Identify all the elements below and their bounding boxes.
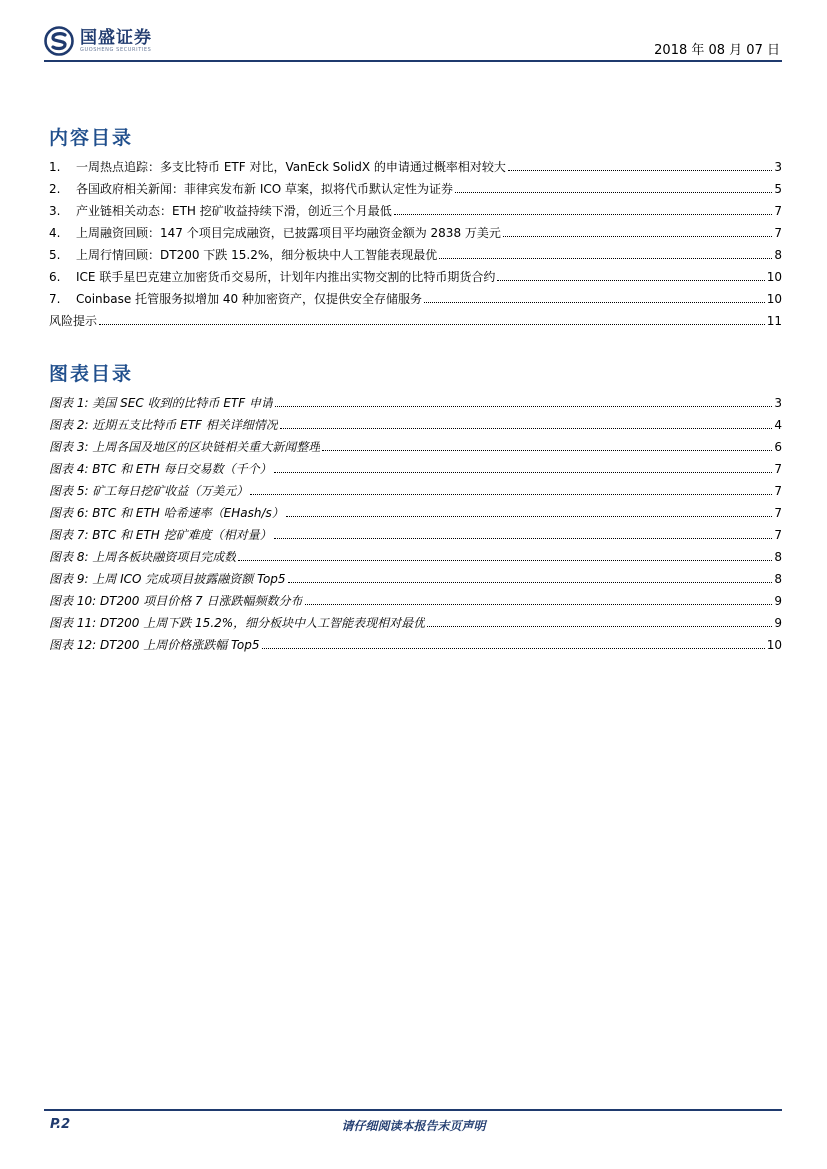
company-name: 国盛证券 — [80, 27, 152, 48]
contents-toc-entry[interactable] — [49, 284, 782, 306]
toc-dot-leader — [439, 258, 772, 259]
toc-entry-label: 一周热点追踪：多支比特币 ETF 对比，VanEck SolidX 的申请通过概率相对较大 — [76, 160, 506, 174]
toc-entry-page: 7 — [774, 484, 782, 498]
toc-entry-label: 图表 7: BTC 和 ETH 挖矿难度（相对量） — [49, 528, 272, 542]
figure-toc-entry[interactable] — [49, 388, 782, 410]
toc-entry-page: 7 — [774, 462, 782, 476]
toc-entry-page: 6 — [774, 440, 782, 454]
toc-dot-leader — [274, 472, 773, 473]
toc-entry-page: 8 — [774, 248, 782, 262]
toc-entry-number: 4. — [49, 226, 61, 240]
contents-toc-entry[interactable] — [49, 152, 782, 174]
contents-toc-entry[interactable] — [49, 240, 782, 262]
toc-entry-page: 9 — [774, 616, 782, 630]
figure-toc-entry[interactable] — [49, 542, 782, 564]
toc-entry-label: 风险提示 — [49, 314, 98, 328]
figure-toc-entry[interactable] — [49, 564, 782, 586]
toc-entry-number: 7. — [49, 292, 61, 306]
figure-toc-entry[interactable] — [49, 498, 782, 520]
toc-entry-label: 图表 8: 上周各板块融资项目完成数 — [49, 550, 237, 564]
logo-icon — [44, 26, 74, 56]
toc-entry-label: 图表 11: DT200 上周下跌 15.2%，细分板块中人工智能表现相对最优 — [49, 616, 426, 630]
toc-entry-label: 图表 4: BTC 和 ETH 每日交易数（千个） — [49, 462, 272, 476]
footer-divider — [44, 1109, 782, 1111]
figures-list — [49, 388, 782, 652]
toc-entry-label: 产业链相关动态：ETH 挖矿收益持续下滑，创近三个月最低 — [76, 204, 392, 218]
contents-toc-entry[interactable] — [49, 262, 782, 284]
toc-entry-label: 图表 3: 上周各国及地区的区块链相关重大新闻整理 — [49, 440, 321, 454]
contents-toc-entry[interactable] — [49, 306, 782, 328]
contents-list — [49, 152, 782, 328]
figure-toc-entry[interactable] — [49, 520, 782, 542]
toc-dot-leader — [455, 192, 772, 193]
toc-entry-label: 上周行情回顾：DT200 下跌 15.2%，细分板块中人工智能表现最优 — [76, 248, 438, 262]
figure-toc-entry[interactable] — [49, 608, 782, 630]
toc-dot-leader — [427, 626, 772, 627]
toc-dot-leader — [275, 406, 772, 407]
toc-entry-page: 8 — [774, 572, 782, 586]
toc-entry-number: 3. — [49, 204, 61, 218]
page-header — [44, 24, 782, 62]
figures-title: 图表目录 — [49, 363, 134, 385]
toc-entry-page: 9 — [774, 594, 782, 608]
toc-dot-leader — [250, 494, 772, 495]
contents-toc-entry[interactable] — [49, 218, 782, 240]
toc-entry-page: 5 — [774, 182, 782, 196]
toc-dot-leader — [424, 302, 765, 303]
toc-dot-leader — [497, 280, 764, 281]
toc-entry-page: 7 — [774, 528, 782, 542]
toc-dot-leader — [99, 324, 765, 325]
toc-entry-label: 图表 6: BTC 和 ETH 哈希速率（EHash/s） — [49, 506, 284, 520]
toc-entry-page: 3 — [774, 396, 782, 410]
toc-entry-label: 上周融资回顾：147 个项目完成融资，已披露项目平均融资金额为 2838 万美元 — [76, 226, 501, 240]
toc-entry-number: 6. — [49, 270, 61, 284]
toc-entry-label: 各国政府相关新闻：菲律宾发布新 ICO 草案，拟将代币默认定性为证券 — [76, 182, 453, 196]
toc-entry-page: 8 — [774, 550, 782, 564]
figure-toc-entry[interactable] — [49, 476, 782, 498]
report-date: 2018 年 08 月 07 日 — [654, 43, 780, 58]
toc-dot-leader — [288, 582, 773, 583]
toc-dot-leader — [394, 214, 773, 215]
toc-entry-page: 10 — [766, 270, 782, 284]
toc-entry-page: 7 — [774, 204, 782, 218]
toc-dot-leader — [322, 450, 772, 451]
contents-toc-entry[interactable] — [49, 174, 782, 196]
toc-dot-leader — [262, 648, 765, 649]
figure-toc-entry[interactable] — [49, 586, 782, 608]
toc-entry-number: 1. — [49, 160, 61, 174]
toc-dot-leader — [508, 170, 772, 171]
figure-toc-entry[interactable] — [49, 454, 782, 476]
toc-entry-label: 图表 9: 上周 ICO 完成项目披露融资额 Top5 — [49, 572, 286, 586]
toc-dot-leader — [238, 560, 772, 561]
toc-entry-page: 10 — [766, 638, 782, 652]
toc-dot-leader — [280, 428, 773, 429]
header-divider — [44, 60, 782, 62]
figure-toc-entry[interactable] — [49, 410, 782, 432]
footer-disclaimer: 请仔细阅读本报告末页声明 — [341, 1119, 486, 1133]
toc-dot-leader — [305, 604, 773, 605]
contents-toc-entry[interactable] — [49, 196, 782, 218]
toc-entry-label: ICE 联手星巴克建立加密货币交易所，计划年内推出实物交割的比特币期货合约 — [76, 270, 496, 284]
toc-entry-page: 11 — [766, 314, 782, 328]
toc-dot-leader — [503, 236, 772, 237]
toc-dot-leader — [274, 538, 773, 539]
figure-toc-entry[interactable] — [49, 432, 782, 454]
toc-entry-page: 4 — [774, 418, 782, 432]
toc-entry-label: 图表 12: DT200 上周价格涨跌幅 Top5 — [49, 638, 260, 652]
toc-entry-label: 图表 1: 美国 SEC 收到的比特币 ETF 申请 — [49, 396, 273, 410]
company-logo — [44, 24, 152, 58]
footer-page-number: P.2 — [50, 1117, 71, 1132]
figure-toc-entry[interactable] — [49, 630, 782, 652]
toc-entry-page: 7 — [774, 226, 782, 240]
contents-title: 内容目录 — [49, 127, 134, 149]
company-sub: GUOSHENG SECURITIES — [80, 46, 152, 53]
toc-entry-page: 10 — [766, 292, 782, 306]
toc-entry-label: Coinbase 托管服务拟增加 40 种加密资产，仅提供安全存储服务 — [76, 292, 422, 306]
toc-entry-page: 7 — [774, 506, 782, 520]
toc-dot-leader — [286, 516, 773, 517]
toc-entry-label: 图表 10: DT200 项目价格 7 日涨跌幅频数分布 — [49, 594, 303, 608]
toc-entry-number: 5. — [49, 248, 61, 262]
toc-entry-number: 2. — [49, 182, 61, 196]
toc-entry-label: 图表 5: 矿工每日挖矿收益（万美元） — [49, 484, 249, 498]
toc-entry-label: 图表 2: 近期五支比特币 ETF 相关详细情况 — [49, 418, 278, 432]
toc-entry-page: 3 — [774, 160, 782, 174]
